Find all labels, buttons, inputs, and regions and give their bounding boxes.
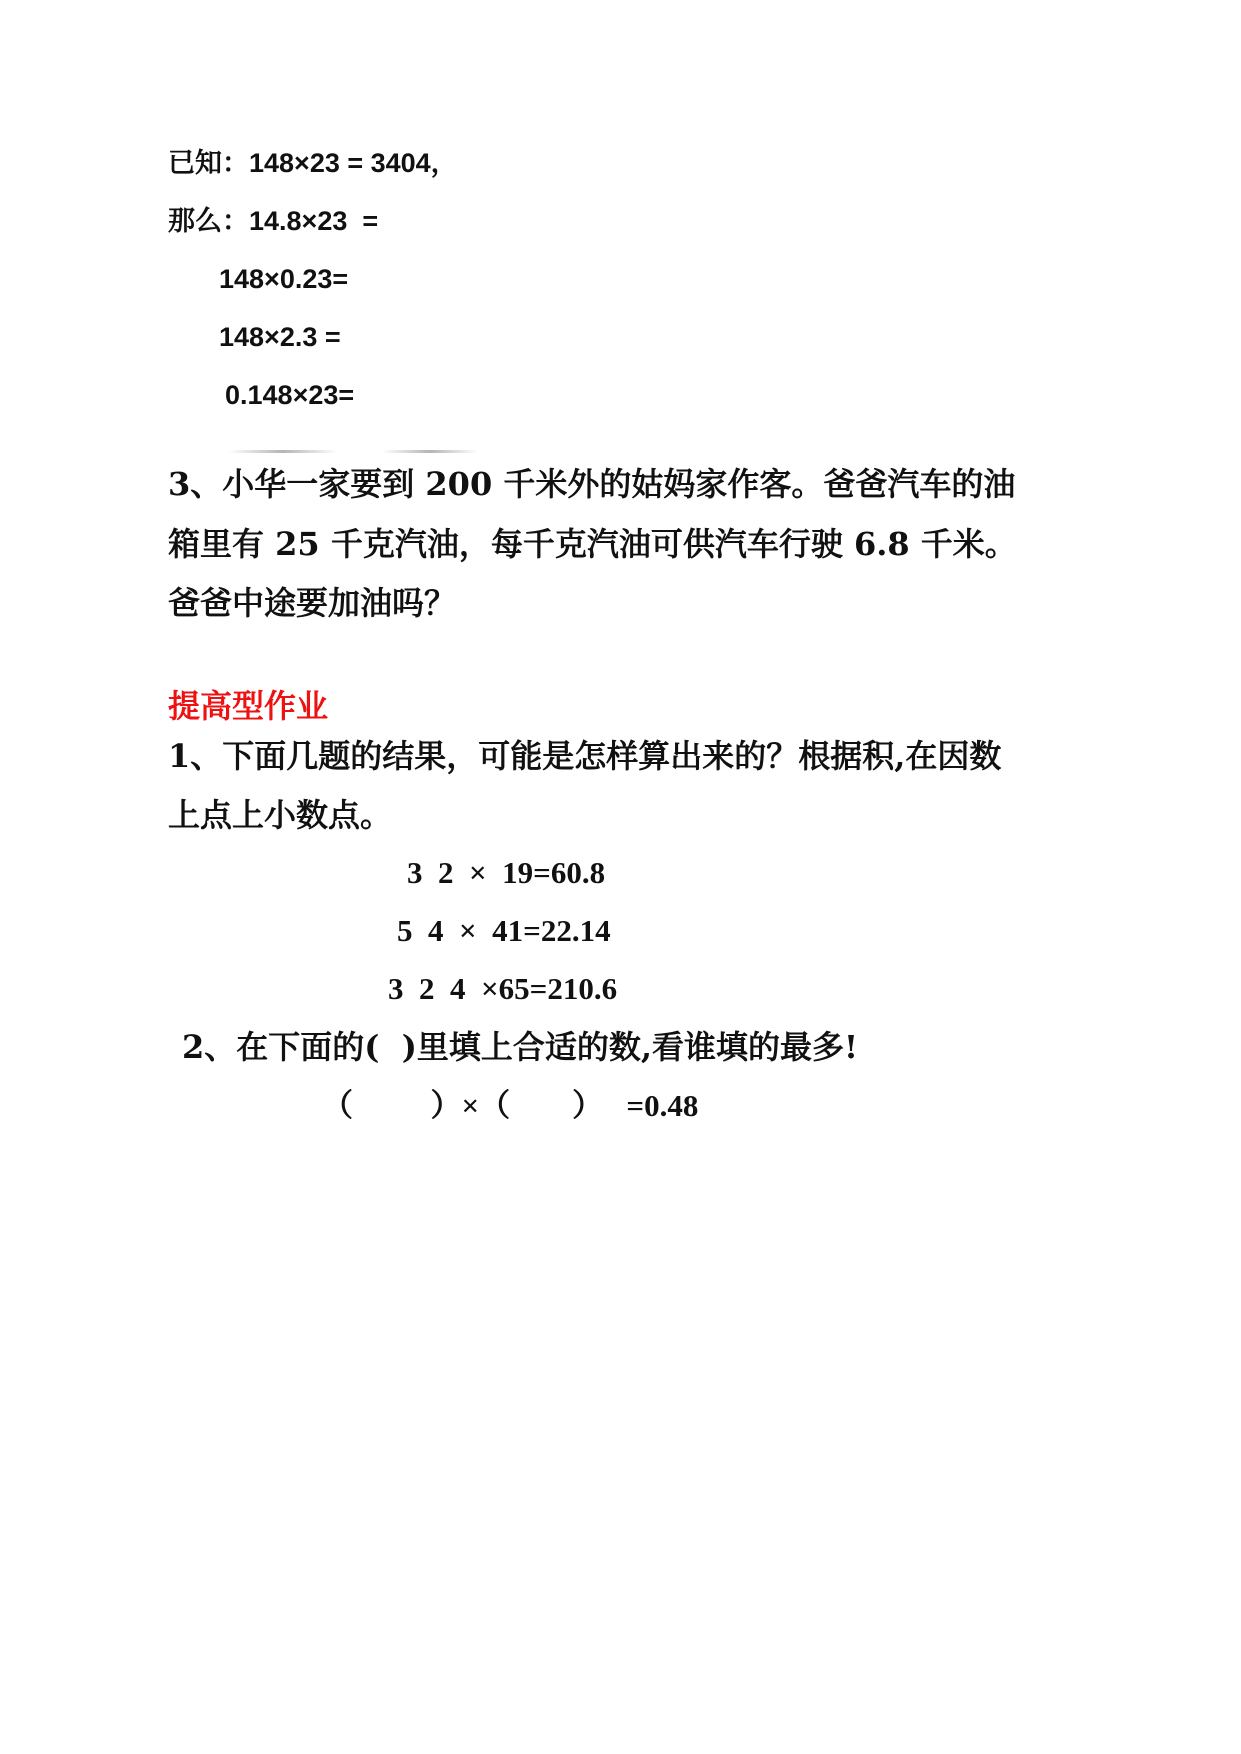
given-equation: 已知：148×23 = 3404， [168,148,458,178]
question-1-line-1: 1、下面几题的结果，可能是怎样算出来的？根据积,在因数 [168,737,1002,775]
decimal-equation-3: 3 2 4 ×65=210.6 [388,971,618,1006]
question-2: 2、在下面的( )里填上合适的数,看谁填的最多! [182,1028,859,1066]
derived-equation-4: 0.148×23= [225,380,355,410]
divider-right [382,450,478,453]
derived-equation-2: 148×0.23= [219,264,349,294]
decimal-equation-2: 5 4 × 41=22.14 [397,913,611,948]
derived-equation-1: 那么：14.8×23 = [168,206,379,236]
problem-3-line-2: 箱里有 25 千克汽油，每千克汽油可供汽车行驶 6.8 千米。 [168,525,1017,563]
divider-left [228,450,338,453]
question-1-line-2: 上点上小数点。 [168,796,393,834]
fill-blank-equation: （ ）×（ ） =0.48 [322,1088,699,1123]
derived-equation-3: 148×2.3 = [219,322,341,352]
problem-3-line-3: 爸爸中途要加油吗？ [168,584,457,622]
section-title: 提高型作业 [168,687,329,725]
problem-3-line-1: 3、小华一家要到 200 千米外的姑妈家作客。爸爸汽车的油 [168,465,1016,503]
decimal-equation-1: 3 2 × 19=60.8 [407,855,606,890]
